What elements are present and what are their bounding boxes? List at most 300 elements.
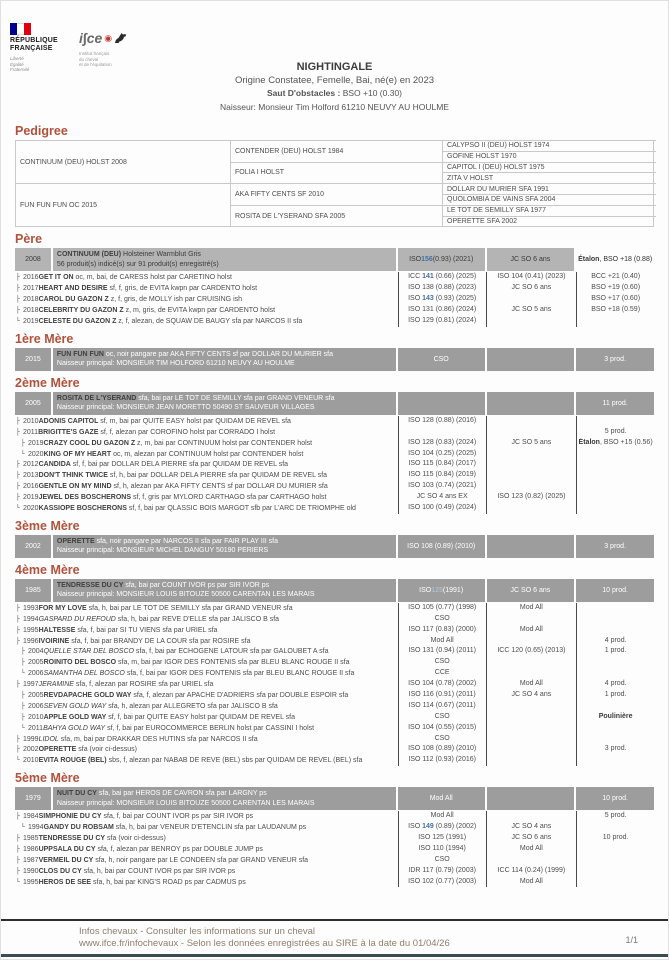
table-row — [15, 701, 654, 712]
row-main-cell — [15, 701, 398, 712]
rf-motto-fraternite: Fraternité — [10, 67, 30, 72]
header-main-cell — [53, 392, 396, 415]
footer-line-2: www.ifce.fr/infochevaux - Selon les données enregistrées au SIRE à la date du 01/04/26 — [79, 937, 450, 949]
row-jc-cell — [487, 459, 577, 470]
table-row — [15, 283, 654, 294]
row-jc-cell: ICC 114 (0.24) (1999) — [497, 866, 566, 874]
footer-line-1: Infos chevaux - Consulter les informations sur un cheval — [79, 926, 316, 937]
table-row — [15, 877, 654, 888]
row-iso-cell: ISO 112 (0.93) (2016) — [398, 755, 487, 766]
row-year: 2010 — [23, 757, 39, 765]
horse-name-text: CONTINUUM (DEU) — [56, 251, 122, 259]
section-heading-4eme-mere: 4ème Mère — [15, 562, 80, 577]
pedigree-heading: Pedigree — [15, 124, 68, 138]
row-iso-cell: ISO 125 (1991) — [398, 833, 487, 844]
tree-connector-icon: ├ — [21, 712, 25, 721]
horse-name-text: ROSITA DE L'YSERAND — [56, 394, 137, 402]
row-horse-desc: sfa (voir ci-dessus) — [105, 834, 166, 842]
row-iso-cell: CSO — [398, 855, 487, 866]
row-main-cell — [15, 744, 398, 755]
tree-connector-icon: └ — [16, 756, 20, 765]
row-main-cell — [15, 657, 398, 668]
row-main-cell — [15, 646, 398, 657]
horse-name-text: OPERETTE — [56, 537, 95, 545]
row-right-cell: BSO +19 (0.60) — [576, 283, 654, 294]
row-iso-cell: ISO 128 (0.88) (2016) — [398, 416, 487, 427]
section-heading-5eme-mere: 5ème Mère — [15, 771, 80, 786]
row-jc-cell — [487, 614, 577, 625]
horse-name-text: FUN FUN FUN — [56, 350, 104, 358]
row-jc-cell — [487, 723, 577, 734]
pedigree-cell-gen3: CAPITOL I (DEU) HOLST 1975 — [442, 162, 656, 173]
row-horse-name: DON'T THINK TWICE — [38, 472, 108, 480]
row-main-cell — [15, 679, 398, 690]
header-name-line — [57, 250, 392, 260]
row-jc-cell: JC SO 6 ans — [511, 284, 552, 292]
row-year: 1984 — [23, 813, 39, 821]
row-right-cell: 1 prod. — [576, 646, 654, 657]
row-right-cell: 4 prod. — [576, 679, 654, 690]
pedigree-cell-gen3: GOFINE HOLST 1970 — [442, 151, 656, 162]
row-right-cell — [576, 866, 654, 877]
row-horse-name: HALTESSE — [38, 626, 76, 634]
row-horse-name: CELEBRITY DU GAZON Z — [38, 307, 124, 315]
section-table-3eme-mere — [15, 535, 654, 558]
tree-connector-icon: └ — [16, 316, 20, 325]
tree-connector-icon: ├ — [16, 295, 20, 304]
row-main-cell — [15, 877, 398, 888]
row-right-cell — [576, 668, 654, 679]
row-right-cell: Étalon, BSO +15 (0.56) — [576, 438, 654, 449]
row-horse-name: EVITA ROUGE (BEL) — [38, 757, 107, 765]
row-horse-desc: oc, m, bai, de CARESS holst par CARETINO holst — [73, 274, 232, 282]
pedigree-cell-gen3: LE TOT DE SEMILLY SFA 1977 — [442, 205, 656, 216]
table-row — [15, 614, 654, 625]
discipline-value: BSO +10 (0.30) — [340, 88, 403, 98]
header-name-line — [57, 394, 392, 404]
pedigree-cell-gen1: FUN FUN FUN OC 2015 — [15, 183, 230, 226]
row-year: 2006 — [28, 702, 44, 710]
horse-name-text: NUIT DU CY — [56, 790, 97, 798]
tree-connector-icon: ├ — [16, 614, 20, 623]
row-main-cell — [15, 503, 398, 514]
row-year: 1995 — [23, 626, 39, 634]
row-right-cell — [576, 481, 654, 492]
french-flag-icon — [10, 23, 31, 35]
row-horse-desc: sfa, f, bai par BRANDY DE LA COUR sfa par ROSIRE sfa — [69, 637, 251, 645]
row-horse-desc: z, m, gris, de EVITA kwpn par CARDENTO holst — [123, 307, 276, 315]
row-right-cell — [576, 614, 654, 625]
row-year: 2011 — [28, 724, 44, 732]
table-row — [15, 734, 654, 745]
row-right-cell — [576, 459, 654, 470]
row-main-cell — [15, 811, 398, 822]
row-right-cell — [576, 625, 654, 636]
horse-silhouette-icon — [114, 32, 127, 44]
row-iso-cell: ISO 100 (0.49) (2024) — [398, 503, 487, 514]
table-row — [15, 833, 654, 844]
row-right-cell — [576, 701, 654, 712]
row-jc-cell — [487, 481, 577, 492]
row-year: 2016 — [23, 483, 39, 491]
ifce-sub-line3: et de l'équitation — [79, 62, 112, 67]
tree-connector-icon: ├ — [16, 482, 20, 491]
section-table-5eme-mere — [15, 787, 654, 887]
row-main-cell — [15, 668, 398, 679]
row-year: 1995 — [23, 878, 39, 886]
row-main-cell — [15, 734, 398, 745]
tree-connector-icon: └ — [16, 877, 20, 886]
header-name-line — [57, 537, 392, 547]
ifce-sub-line2: du cheval — [79, 56, 99, 62]
row-right-cell: 3 prod. — [576, 744, 654, 755]
header-right-cell: 10 prod. — [576, 579, 654, 602]
row-horse-desc: sf, f, bai par QUITE EASY holst par QUIDAM DE REVEL sfa — [106, 713, 296, 721]
pedigree-cell-gen2: AKA FIFTY CENTS SF 2010 — [230, 183, 442, 205]
row-jc-cell — [487, 668, 577, 679]
row-right-cell: 4 prod. — [576, 636, 654, 647]
row-horse-desc: sfa (voir ci-dessus) — [76, 746, 137, 754]
table-row — [15, 603, 654, 614]
section-heading-2eme-mere: 2ème Mère — [15, 375, 80, 390]
tree-connector-icon: ├ — [16, 855, 20, 864]
row-right-cell — [576, 657, 654, 668]
row-horse-desc: sf, f, gris par MYLORD CARTHAGO sfa par CARTHAGO holst — [131, 494, 327, 502]
row-main-cell — [15, 316, 398, 327]
row-iso-cell: CSO — [398, 657, 487, 668]
section-1ere-mere — [15, 332, 654, 371]
row-right-cell — [576, 723, 654, 734]
row-jc-cell — [487, 811, 577, 822]
table-row — [15, 744, 654, 755]
row-horse-desc: sf, f, bai par QLASSIC BOIS MARGOT sfb par L'ARC DE TRIOMPHE old — [126, 504, 356, 512]
row-main-cell — [15, 690, 398, 701]
table-row — [15, 679, 654, 690]
row-right-cell: BSO +17 (0.60) — [576, 294, 654, 305]
section-header-row — [15, 248, 654, 271]
row-iso-cell: CSO — [398, 712, 487, 723]
row-jc-cell — [487, 657, 577, 668]
tree-connector-icon: ├ — [16, 416, 20, 425]
row-iso-cell: ISO 115 (0.84) (2017) — [398, 459, 487, 470]
row-year: 2005 — [28, 659, 44, 667]
tree-connector-icon: ├ — [16, 306, 20, 315]
row-iso-cell: ISO 128 (0.83) (2024) — [398, 438, 487, 449]
row-horse-name: GENTLE ON MY MIND — [38, 483, 112, 491]
breeder-line: Naisseur: Monsieur Tim Holford 61210 NEUVY AU HOULME — [220, 102, 449, 112]
pedigree-cell-gen2: FOLIA I HOLST — [230, 162, 442, 184]
row-horse-desc: z, f, gris, de MOLLY ish par CRUISING ish — [108, 296, 243, 304]
row-jc-cell: Mod All — [519, 603, 543, 611]
header-jc-cell: JC SO 6 ans — [487, 248, 575, 271]
row-iso-cell: ISO 103 (0.74) (2021) — [398, 481, 487, 492]
tree-connector-icon: └ — [21, 449, 25, 458]
header-jc-cell — [487, 392, 575, 415]
row-iso-cell: ISO 110 (1994) — [398, 844, 487, 855]
row-right-cell: 5 prod. — [576, 811, 654, 822]
section-table-1ere-mere — [15, 348, 654, 371]
row-horse-desc: sf, f, alezan par COROFINO holst par CORRADO I holst — [98, 428, 276, 436]
row-right-cell — [576, 316, 654, 327]
tree-connector-icon: ├ — [16, 460, 20, 469]
row-iso-cell: ISO 117 (0.83) (2000) — [398, 625, 487, 636]
tree-connector-icon: ├ — [21, 701, 25, 710]
row-main-cell — [15, 833, 398, 844]
pedigree-cell-gen3: QUOLOMBIA DE VAINS SFA 2004 — [442, 194, 656, 205]
row-horse-name: BRIGITTE'S GAZE — [38, 428, 99, 436]
row-horse-name: GET IT ON — [38, 274, 74, 282]
republique-francaise-logo — [10, 23, 72, 73]
row-horse-name: FOR MY LOVE — [38, 604, 87, 612]
table-row — [15, 811, 654, 822]
tree-connector-icon: └ — [16, 503, 20, 512]
row-right-cell — [576, 449, 654, 460]
index-value: 156 — [421, 256, 433, 264]
row-right-cell: BSO +18 (0.59) — [576, 305, 654, 316]
row-horse-desc: sf, m, bai par QUITE EASY holst par QUIDAM DE REVEL sfa — [98, 417, 291, 425]
tree-connector-icon: ├ — [21, 658, 25, 667]
row-horse-desc: sfa, f, bai par SI TU VIENS sfa par URIEL sfa — [75, 626, 218, 634]
row-jc-cell: ISO 123 (0.82) (2025) — [497, 493, 566, 501]
row-iso-cell — [398, 427, 487, 438]
horse-desc-text: Holsteiner Warmblut Gris — [121, 251, 201, 259]
header-right-cell: 3 prod. — [576, 535, 654, 558]
pedigree-cell-gen2: ROSITA DE L'YSERAND SFA 2005 — [230, 205, 442, 227]
row-main-cell — [15, 866, 398, 877]
row-horse-desc: z, f, alezan, de SQUAW DE BAUGY sfa par NARCOS II sfa — [116, 317, 303, 325]
row-iso-cell: Mod All — [398, 811, 487, 822]
ifce-wordmark: i∫ce — [79, 30, 103, 46]
row-year: 1994 — [23, 615, 39, 623]
row-jc-cell: Mod All — [519, 877, 543, 885]
tree-connector-icon: ├ — [21, 690, 25, 699]
horse-desc-text: sfa, noir pangare par NARCOS II sfa par FAIR PLAY III sfa — [94, 537, 279, 545]
row-year: 2020 — [28, 450, 44, 458]
row-main-cell — [15, 822, 398, 833]
pedigree-table — [15, 140, 654, 227]
table-row — [15, 294, 654, 305]
header-year: 1979 — [15, 787, 51, 810]
row-right-cell: Poulinière — [576, 712, 654, 723]
ifce-sub-line1: Institut français — [79, 51, 110, 56]
row-jc-cell: Mod All — [519, 844, 543, 852]
index-value: 125 — [431, 586, 443, 594]
row-right-cell — [576, 470, 654, 481]
row-horse-desc: sfa, f, bai par COUNT IVOR ps par SIR IVOR ps — [101, 813, 254, 821]
tree-connector-icon: ├ — [16, 745, 20, 754]
ifce-logo — [79, 31, 149, 68]
row-horse-name: GANDY DU ROBSAM — [43, 824, 114, 832]
table-row — [15, 866, 654, 877]
row-right-cell — [576, 416, 654, 427]
row-horse-name: KING OF MY HEART — [43, 450, 112, 458]
row-right-cell: 1 prod. — [576, 690, 654, 701]
row-jc-cell — [487, 316, 577, 327]
row-horse-name: SAMANTHA DEL BOSCO — [43, 670, 125, 678]
header-second-line: Naisseur principal: MONSIEUR MICHEL DANGUY 50190 PERIERS — [56, 547, 269, 555]
row-year: 2019 — [23, 494, 39, 502]
row-iso-cell: ISO 149 (0.89) (2002) — [398, 822, 487, 833]
row-year: 2012 — [23, 461, 39, 469]
tree-connector-icon: ├ — [16, 493, 20, 502]
row-year: 2020 — [23, 504, 39, 512]
footer — [1, 919, 668, 949]
section-heading-pere: Père — [15, 232, 43, 247]
row-iso-cell: ISO 104 (0.78) (2002) — [398, 679, 487, 690]
header-second-line: Naisseur principal: MONSIEUR JEAN MORETTO 50490 ST SAUVEUR VILLAGES — [56, 404, 315, 412]
header-year: 1985 — [15, 579, 51, 602]
row-main-cell — [15, 470, 398, 481]
row-iso-cell: IDR 117 (0.79) (2003) — [398, 866, 487, 877]
header-second-line: Naisseur principal: MONSIEUR LOUIS BITOUZE 50500 CARENTAN LES MARAIS — [56, 591, 315, 599]
row-year: 2010 — [28, 713, 44, 721]
pedigree-cell-gen1: CONTINUUM (DEU) HOLST 2008 — [15, 140, 230, 183]
row-horse-name: VERMEIL DU CY — [38, 856, 94, 864]
table-row — [15, 503, 654, 514]
section-2eme-mere — [15, 376, 654, 514]
row-horse-desc: sfa, h, bai par VENEUR D'ETENCLIN sfa par LAUDANUM ps — [113, 824, 307, 832]
row-year: 2017 — [23, 285, 39, 293]
row-year: 1994 — [28, 824, 44, 832]
row-horse-desc: sfa, h, bai par LE TOT DE SEMILLY sfa par GRAND VENEUR sfa — [86, 604, 293, 612]
table-row — [15, 272, 654, 283]
row-iso-cell: ISO 105 (0.77) (1998) — [398, 603, 487, 614]
row-horse-name: SIMPHONIE DU CY — [38, 813, 102, 821]
row-year: 2018 — [23, 296, 39, 304]
header-second-line: Naisseur principal: MONSIEUR LOUIS BITOUZE 50500 CARENTAN LES MARAIS — [56, 799, 315, 807]
table-row — [15, 855, 654, 866]
horse-desc-text: oc, noir pangare par AKA FIFTY CENTS sf par DOLLAR DU MURIER sfa — [103, 350, 333, 358]
row-horse-desc: sfa, h, alezan par ALLEGRETO sfa par JALISCO B sfa — [106, 702, 278, 710]
header-jc-cell — [487, 535, 575, 558]
row-year: 1993 — [23, 604, 39, 612]
row-jc-cell — [487, 701, 577, 712]
row-year: 2019 — [23, 317, 39, 325]
tree-connector-icon: ├ — [16, 284, 20, 293]
row-right-cell — [576, 822, 654, 833]
section-3eme-mere — [15, 519, 654, 558]
tree-connector-icon: ├ — [16, 471, 20, 480]
index-value: 141 — [422, 273, 434, 281]
tree-connector-icon: ├ — [16, 603, 20, 612]
table-row — [15, 646, 654, 657]
row-main-cell — [15, 283, 398, 294]
tree-connector-icon: └ — [21, 823, 25, 832]
header-iso-cell: ISO 125 (1991) — [398, 579, 485, 602]
header-year: 2002 — [15, 535, 51, 558]
header-main-cell — [53, 535, 396, 558]
header-name-line — [57, 350, 392, 360]
section-table-2eme-mere — [15, 392, 654, 514]
header-right-cell: 3 prod. — [576, 348, 654, 371]
ifce-red-mark-icon: ◉ — [104, 32, 113, 43]
row-horse-desc: sfa, h, bai par COUNT IVOR ps par SIR IVOR ps — [81, 867, 236, 875]
header-right-cell: 11 prod. — [576, 392, 654, 415]
section-header-row — [15, 392, 654, 415]
row-horse-desc: sf, f, gris, de EVITA kwpn par CARDENTO holst — [107, 285, 258, 293]
row-main-cell — [15, 603, 398, 614]
table-row — [15, 712, 654, 723]
row-horse-desc: sfa, h, bai par REVE D'ELLE sfa par JALISCO B sfa — [115, 615, 280, 623]
header-iso-cell — [398, 392, 485, 415]
section-heading-3eme-mere: 3ème Mère — [15, 518, 80, 533]
row-iso-cell: CCE — [398, 668, 487, 679]
header-iso-cell: ISO 108 (0.89) (2010) — [398, 535, 485, 558]
row-year: 2005 — [28, 691, 44, 699]
section-header-row — [15, 787, 654, 810]
row-jc-cell: JC SO 4 ans — [511, 823, 552, 831]
discipline-label: Saut D'obstacles : — [266, 88, 341, 98]
header-jc-cell — [487, 348, 575, 371]
header-name-line — [57, 581, 392, 591]
table-row — [15, 636, 654, 647]
tree-connector-icon: ├ — [21, 647, 25, 656]
row-horse-desc: sfa, m, bai par IGOR DES FONTENIS sfa par BLEU BLANC ROUGE II sfa — [116, 659, 350, 667]
row-iso-cell: ISO 115 (0.84) (2019) — [398, 470, 487, 481]
row-horse-name: CANDIDA — [38, 461, 71, 469]
header-second-line: 56 produit(s) indicé(s) sur 91 produit(s) enregistré(s) — [56, 260, 219, 268]
row-main-cell — [15, 305, 398, 316]
pedigree-cell-gen3: ZITA V HOLST — [442, 172, 656, 183]
row-horse-name: SEVEN GOLD WAY — [43, 702, 107, 710]
row-jc-cell: Mod All — [519, 680, 543, 688]
row-year: 1997 — [23, 681, 39, 689]
row-year: 1999 — [23, 735, 39, 743]
row-horse-name: REVDAPACHE GOLD WAY — [43, 691, 132, 699]
row-horse-desc: z, m, bai par CONTINUUM holst par CONTENDER holst — [135, 439, 313, 447]
row-jc-cell — [487, 755, 577, 766]
row-main-cell — [15, 438, 398, 449]
row-horse-name: CRAZY COOL DU GAZON Z — [43, 439, 136, 447]
pedigree-cell-gen3: DOLLAR DU MURIER SFA 1991 — [442, 183, 656, 194]
row-horse-name: TENDRESSE DU CY — [38, 834, 106, 842]
header-main-cell — [53, 579, 396, 602]
row-main-cell — [15, 844, 398, 855]
row-main-cell — [15, 625, 398, 636]
table-row — [15, 416, 654, 427]
row-horse-name: LIDOL — [38, 735, 59, 743]
header-year: 2015 — [15, 348, 51, 371]
row-iso-cell: ISO 104 (0.25) (2025) — [398, 449, 487, 460]
section-table-4eme-mere — [15, 579, 654, 766]
pedigree-cell-gen3: OPERETTE SFA 2002 — [442, 216, 656, 227]
row-right-cell — [576, 877, 654, 888]
table-row — [15, 755, 654, 766]
row-horse-name: GASPARD DU REFOUD — [38, 615, 116, 623]
tree-connector-icon: └ — [21, 723, 25, 732]
header-main-cell — [53, 348, 396, 371]
row-jc-cell — [487, 636, 577, 647]
header-year: 2005 — [15, 392, 51, 415]
table-row — [15, 449, 654, 460]
row-main-cell — [15, 272, 398, 283]
header-jc-cell — [487, 787, 575, 810]
horse-name-text: TENDRESSE DU CY — [56, 581, 124, 589]
row-horse-name: JERAMINE — [38, 681, 74, 689]
row-main-cell — [15, 492, 398, 503]
row-horse-name: CLOS DU CY — [38, 867, 82, 875]
row-iso-cell: CSO — [398, 614, 487, 625]
row-horse-name: CELESTE DU GAZON Z — [38, 317, 117, 325]
section-header-row — [15, 535, 654, 558]
row-horse-desc: sfa, f, alezan par APACHE D'ADRIERS sfa par DOUBLE ESPOIR sfa — [131, 691, 349, 699]
row-jc-cell: ICC 120 (0.65) (2013) — [497, 647, 566, 655]
row-horse-name: OPERETTE — [38, 746, 77, 754]
row-year: 2019 — [28, 439, 44, 447]
row-horse-name: APPLE GOLD WAY — [43, 713, 107, 721]
row-jc-cell: ISO 104 (0.41) (2023) — [497, 273, 566, 281]
row-horse-name: QUELLE STAR DEL BOSCO — [43, 648, 134, 656]
